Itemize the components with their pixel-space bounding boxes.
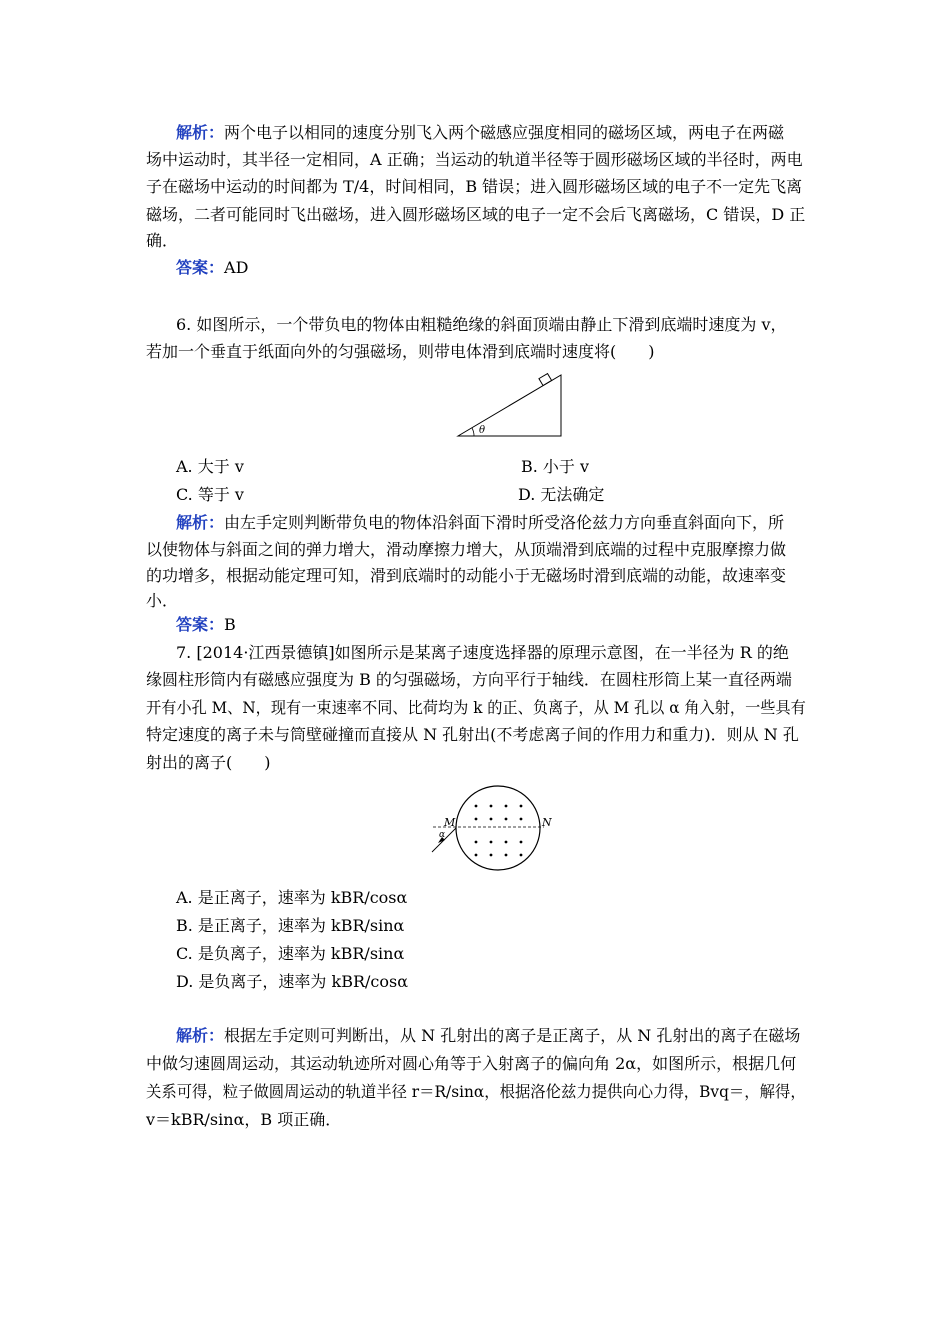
question-7-line: 缘圆柱形筒内有磁感应强度为 B 的匀强磁场，方向平行于轴线．在圆柱形筒上某一直径两端 [146, 670, 792, 689]
theta-label: θ [479, 425, 486, 436]
option-a: A. 大于 v [176, 457, 244, 476]
answer-label: 答案： [176, 258, 225, 277]
analysis-line: 解析：根据左手定则可判断出，从 N 孔射出的离子是正离子，从 N 孔射出的离子在磁场 [176, 1026, 801, 1045]
answer-label: 答案： [176, 615, 225, 634]
answer-value: AD [224, 258, 249, 277]
incline-figure [450, 366, 570, 442]
analysis-line: 以使物体与斜面之间的弹力增大，滑动摩擦力增大，从顶端滑到底端的过程中克服摩擦力做 [146, 540, 787, 559]
analysis-line: 确． [146, 231, 179, 250]
analysis-line: 关系可得，粒子做圆周运动的轨道半径 r＝R/sinα，根据洛伦兹力提供向心力得，Bvq＝，解得， [146, 1082, 806, 1101]
analysis-line: 小． [146, 591, 179, 610]
option-b: B. 是正离子，速率为 kBR/sinα [176, 916, 405, 935]
label-n: N [542, 816, 552, 829]
analysis-label: 解析： [176, 1026, 225, 1045]
option-d: D. 是负离子，速率为 kBR/cosα [176, 972, 409, 991]
analysis-label: 解析： [176, 123, 225, 142]
analysis-line: 解析：两个电子以相同的速度分别飞入两个磁感应强度相同的磁场区域，两电子在两磁 [176, 123, 785, 142]
field-dots [475, 805, 523, 857]
analysis-line: 解析：由左手定则判断带负电的物体沿斜面下滑时所受洛伦兹力方向垂直斜面向下，所 [176, 513, 785, 532]
cylinder-cross-section [456, 786, 540, 870]
velocity-selector-figure [428, 785, 558, 875]
analysis-label: 解析： [176, 513, 225, 532]
option-c: C. 是负离子，速率为 kBR/sinα [176, 944, 405, 963]
question-7-line: 开有小孔 M、N，现有一束速率不同、比荷均为 k 的正、负离子，从 M 孔以 α 角入射，一些具有 [146, 698, 806, 717]
analysis-line: v＝kBR/sinα，B 项正确． [146, 1110, 342, 1129]
answer-line [176, 615, 236, 635]
analysis-line: 的功增多，根据动能定理可知，滑到底端时的动能小于无磁场时滑到底端的动能，故速率变 [146, 566, 787, 585]
label-m: M [444, 816, 456, 829]
question-7-line: 射出的离子( ) [146, 753, 271, 772]
option-c: C. 等于 v [176, 485, 244, 504]
analysis-line: 中做匀速圆周运动，其运动轨迹所对圆心角等于入射离子的偏向角 2α，如图所示，根据几何 [146, 1054, 797, 1073]
question-6-line: 若加一个垂直于纸面向外的匀强磁场，则带电体滑到底端时速度将( ) [146, 342, 655, 361]
analysis-line: 子在磁场中运动的时间都为 T/4，时间相同，B 错误；进入圆形磁场区域的电子不一定先飞离 [146, 177, 803, 196]
block-on-incline [539, 374, 552, 386]
question-7-line: 特定速度的离子未与筒壁碰撞而直接从 N 孔射出(不考虑离子间的作用力和重力)．则从 N 孔 [146, 725, 799, 744]
analysis-line: 磁场，二者可能同时飞出磁场，进入圆形磁场区域的电子一定不会后飞离磁场，C 错误，D 正 [146, 205, 806, 224]
question-6-line: 6. 如图所示，一个带负电的物体由粗糙绝缘的斜面顶端由静止下滑到底端时速度为 v， [176, 315, 787, 334]
answer-line [176, 258, 248, 278]
option-b: B. 小于 v [521, 457, 590, 476]
analysis-line: 场中运动时，其半径一定相同，A 正确；当运动的轨道半径等于圆形磁场区域的半径时，两电 [146, 150, 803, 169]
question-7-line: 7. [2014·江西景德镇]如图所示是某离子速度选择器的原理示意图，在一半径为 R 的绝 [176, 643, 789, 662]
label-alpha: α [439, 830, 446, 840]
answer-value: B [224, 615, 236, 634]
option-d: D. 无法确定 [518, 485, 605, 504]
option-a: A. 是正离子，速率为 kBR/cosα [176, 888, 408, 907]
